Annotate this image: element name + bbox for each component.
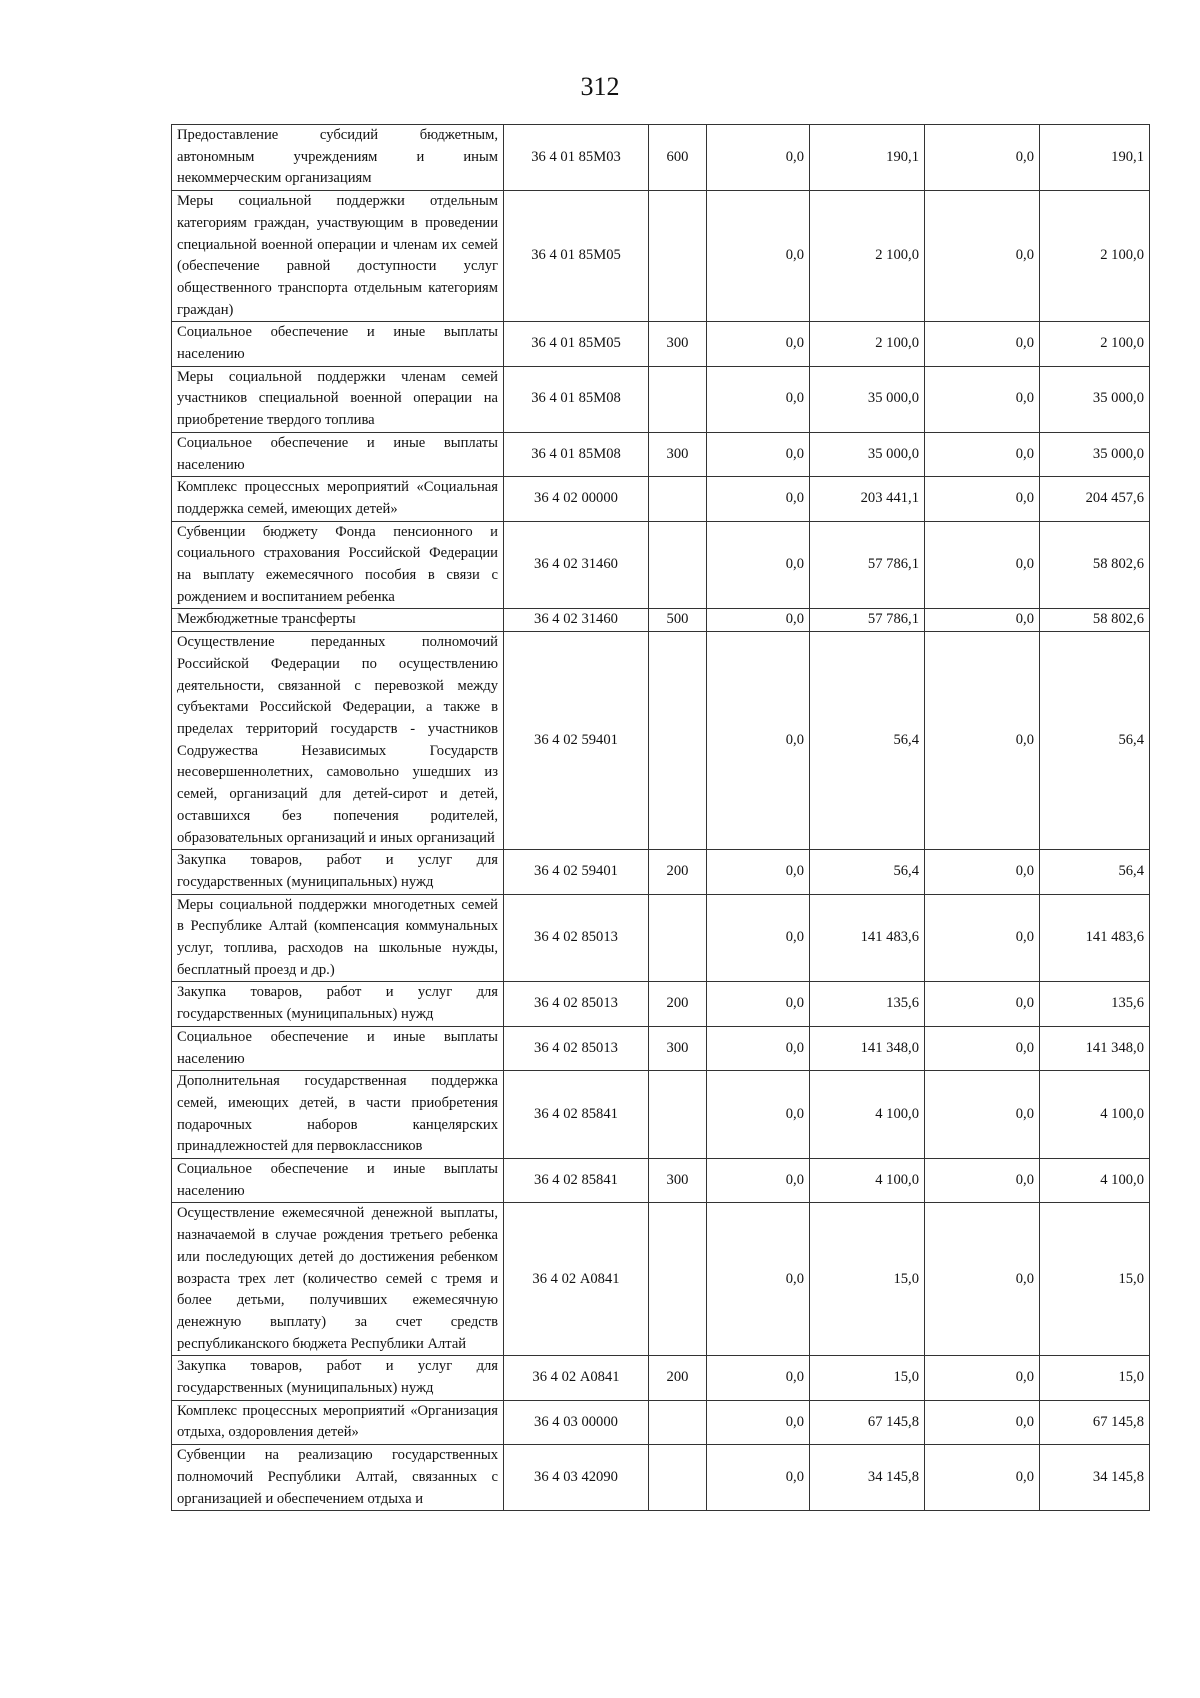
row-code: 36 4 02 85013 — [504, 1026, 649, 1070]
row-value-4: 35 000,0 — [1040, 432, 1150, 476]
row-code: 36 4 02 85013 — [504, 982, 649, 1026]
table-row — [172, 432, 1150, 476]
row-value-3: 0,0 — [925, 1400, 1040, 1444]
row-value-4: 141 483,6 — [1040, 894, 1150, 982]
table-row — [172, 1400, 1150, 1444]
row-code: 36 4 01 85М08 — [504, 366, 649, 432]
row-value-2: 190,1 — [810, 125, 925, 191]
row-value-1: 0,0 — [707, 1203, 810, 1356]
row-value-1: 0,0 — [707, 366, 810, 432]
row-name: Социальное обеспечение и иные выплаты населению — [172, 1026, 504, 1070]
row-value-2: 34 145,8 — [810, 1445, 925, 1511]
row-value-4: 15,0 — [1040, 1356, 1150, 1400]
row-value-2: 35 000,0 — [810, 432, 925, 476]
table-row — [172, 632, 1150, 850]
row-value-4: 34 145,8 — [1040, 1445, 1150, 1511]
row-value-2: 203 441,1 — [810, 477, 925, 521]
row-expense-type: 200 — [649, 850, 707, 894]
row-value-1: 0,0 — [707, 894, 810, 982]
row-value-1: 0,0 — [707, 432, 810, 476]
row-value-2: 67 145,8 — [810, 1400, 925, 1444]
row-name: Меры социальной поддержки многодетных семей в Республике Алтай (компенсация коммунальных услуг, топлива, расходов на школьные нужды, бесплатный проезд и др.) — [172, 894, 504, 982]
table-row — [172, 1026, 1150, 1070]
row-value-1: 0,0 — [707, 1026, 810, 1070]
row-value-3: 0,0 — [925, 366, 1040, 432]
row-value-2: 135,6 — [810, 982, 925, 1026]
row-value-4: 4 100,0 — [1040, 1159, 1150, 1203]
row-name: Закупка товаров, работ и услуг для государственных (муниципальных) нужд — [172, 850, 504, 894]
row-name: Меры социальной поддержки членам семей участников специальной военной операции на приобретение твердого топлива — [172, 366, 504, 432]
row-value-4: 2 100,0 — [1040, 322, 1150, 366]
row-expense-type — [649, 191, 707, 322]
row-value-4: 135,6 — [1040, 982, 1150, 1026]
page-number: 312 — [580, 72, 620, 101]
row-name: Комплекс процессных мероприятий «Организация отдыха, оздоровления детей» — [172, 1400, 504, 1444]
table-row — [172, 894, 1150, 982]
row-code: 36 4 03 00000 — [504, 1400, 649, 1444]
row-code: 36 4 02 59401 — [504, 850, 649, 894]
row-expense-type: 300 — [649, 432, 707, 476]
row-expense-type — [649, 1071, 707, 1159]
table-row — [172, 850, 1150, 894]
row-name: Меры социальной поддержки отдельным категориям граждан, участвующим в проведении специальной военной операции и членам их семей (обеспечение равной доступности услуг общественного транспорта отдельным категориям граждан) — [172, 191, 504, 322]
row-code: 36 4 02 31460 — [504, 521, 649, 609]
row-value-4: 190,1 — [1040, 125, 1150, 191]
row-code: 36 4 02 59401 — [504, 632, 649, 850]
table-row — [172, 366, 1150, 432]
row-value-3: 0,0 — [925, 1356, 1040, 1400]
row-value-4: 56,4 — [1040, 632, 1150, 850]
row-name: Осуществление ежемесячной денежной выплаты, назначаемой в случае рождения третьего ребенка или последующих детей до достижения ребенком возраста трех лет (количество семей с тремя и более детьми, получивших ежемесячную денежную выплату) за счет средств республиканского бюджета Республики Алтай — [172, 1203, 504, 1356]
row-value-1: 0,0 — [707, 1400, 810, 1444]
table-row — [172, 477, 1150, 521]
row-value-3: 0,0 — [925, 1026, 1040, 1070]
row-value-2: 57 786,1 — [810, 609, 925, 632]
row-name: Осуществление переданных полномочий Российской Федерации по осуществлению деятельности, связанной с перевозкой между субъектами Российской Федерации, а также в пределах территорий государств - участников Содружества Независимых Государств несовершеннолетних, самовольно ушедших из семей, организаций для детей-сирот и детей, оставшихся без попечения родителей, образовательных организаций и иных организаций — [172, 632, 504, 850]
row-value-1: 0,0 — [707, 1071, 810, 1159]
row-expense-type: 500 — [649, 609, 707, 632]
row-name: Социальное обеспечение и иные выплаты населению — [172, 322, 504, 366]
row-value-3: 0,0 — [925, 477, 1040, 521]
row-value-2: 141 483,6 — [810, 894, 925, 982]
row-value-4: 4 100,0 — [1040, 1071, 1150, 1159]
row-value-4: 35 000,0 — [1040, 366, 1150, 432]
row-code: 36 4 02 85841 — [504, 1159, 649, 1203]
row-value-3: 0,0 — [925, 850, 1040, 894]
row-value-3: 0,0 — [925, 125, 1040, 191]
row-value-3: 0,0 — [925, 322, 1040, 366]
row-value-3: 0,0 — [925, 609, 1040, 632]
row-expense-type — [649, 632, 707, 850]
row-name: Комплекс процессных мероприятий «Социальная поддержка семей, имеющих детей» — [172, 477, 504, 521]
row-value-2: 2 100,0 — [810, 191, 925, 322]
row-value-2: 4 100,0 — [810, 1159, 925, 1203]
row-value-2: 57 786,1 — [810, 521, 925, 609]
row-value-2: 2 100,0 — [810, 322, 925, 366]
row-value-2: 15,0 — [810, 1356, 925, 1400]
row-value-2: 141 348,0 — [810, 1026, 925, 1070]
row-code: 36 4 01 85М08 — [504, 432, 649, 476]
row-code: 36 4 02 85841 — [504, 1071, 649, 1159]
table-row — [172, 125, 1150, 191]
row-expense-type — [649, 477, 707, 521]
budget-table — [171, 124, 1150, 1511]
row-expense-type: 200 — [649, 1356, 707, 1400]
row-expense-type — [649, 1445, 707, 1511]
row-code: 36 4 01 85М05 — [504, 322, 649, 366]
row-value-1: 0,0 — [707, 1445, 810, 1511]
table-row — [172, 1203, 1150, 1356]
row-value-4: 141 348,0 — [1040, 1026, 1150, 1070]
row-value-4: 2 100,0 — [1040, 191, 1150, 322]
row-value-3: 0,0 — [925, 894, 1040, 982]
row-expense-type: 300 — [649, 1026, 707, 1070]
row-expense-type: 300 — [649, 322, 707, 366]
row-value-1: 0,0 — [707, 850, 810, 894]
row-value-1: 0,0 — [707, 632, 810, 850]
row-expense-type: 200 — [649, 982, 707, 1026]
row-code: 36 4 02 00000 — [504, 477, 649, 521]
row-expense-type — [649, 894, 707, 982]
row-value-1: 0,0 — [707, 982, 810, 1026]
row-value-1: 0,0 — [707, 1159, 810, 1203]
row-value-4: 67 145,8 — [1040, 1400, 1150, 1444]
row-name: Социальное обеспечение и иные выплаты населению — [172, 1159, 504, 1203]
row-code: 36 4 02 31460 — [504, 609, 649, 632]
row-name: Субвенции бюджету Фонда пенсионного и социального страхования Российской Федерации на выплату ежемесячного пособия в связи с рождением и воспитанием ребенка — [172, 521, 504, 609]
row-value-3: 0,0 — [925, 1071, 1040, 1159]
row-code: 36 4 02 85013 — [504, 894, 649, 982]
table-row — [172, 521, 1150, 609]
row-value-2: 56,4 — [810, 632, 925, 850]
row-value-1: 0,0 — [707, 322, 810, 366]
row-name: Дополнительная государственная поддержка семей, имеющих детей, в части приобретения подарочных наборов канцелярских принадлежностей для первоклассников — [172, 1071, 504, 1159]
row-value-4: 58 802,6 — [1040, 609, 1150, 632]
table-row — [172, 1159, 1150, 1203]
row-value-3: 0,0 — [925, 982, 1040, 1026]
row-name: Закупка товаров, работ и услуг для государственных (муниципальных) нужд — [172, 1356, 504, 1400]
row-value-3: 0,0 — [925, 1445, 1040, 1511]
row-name: Социальное обеспечение и иные выплаты населению — [172, 432, 504, 476]
row-value-2: 56,4 — [810, 850, 925, 894]
table-row — [172, 1356, 1150, 1400]
row-name: Субвенции на реализацию государственных полномочий Республики Алтай, связанных с организацией и обеспечением отдыха и — [172, 1445, 504, 1511]
row-value-1: 0,0 — [707, 521, 810, 609]
table-row — [172, 982, 1150, 1026]
row-value-2: 15,0 — [810, 1203, 925, 1356]
table-row — [172, 1445, 1150, 1511]
row-code: 36 4 02 А0841 — [504, 1356, 649, 1400]
row-value-3: 0,0 — [925, 1203, 1040, 1356]
row-value-3: 0,0 — [925, 632, 1040, 850]
table-row — [172, 1071, 1150, 1159]
row-value-1: 0,0 — [707, 125, 810, 191]
row-expense-type — [649, 521, 707, 609]
row-expense-type: 300 — [649, 1159, 707, 1203]
row-code: 36 4 02 А0841 — [504, 1203, 649, 1356]
row-value-3: 0,0 — [925, 1159, 1040, 1203]
row-expense-type — [649, 366, 707, 432]
row-expense-type: 600 — [649, 125, 707, 191]
row-value-1: 0,0 — [707, 1356, 810, 1400]
row-value-2: 35 000,0 — [810, 366, 925, 432]
row-value-4: 58 802,6 — [1040, 521, 1150, 609]
row-code: 36 4 03 42090 — [504, 1445, 649, 1511]
row-name: Межбюджетные трансферты — [172, 609, 504, 632]
table-row — [172, 609, 1150, 632]
row-value-4: 56,4 — [1040, 850, 1150, 894]
row-value-1: 0,0 — [707, 609, 810, 632]
row-value-4: 15,0 — [1040, 1203, 1150, 1356]
row-name: Предоставление субсидий бюджетным, автономным учреждениям и иным некоммерческим организациям — [172, 125, 504, 191]
row-name: Закупка товаров, работ и услуг для государственных (муниципальных) нужд — [172, 982, 504, 1026]
table-row — [172, 322, 1150, 366]
row-value-2: 4 100,0 — [810, 1071, 925, 1159]
row-value-3: 0,0 — [925, 521, 1040, 609]
row-value-1: 0,0 — [707, 191, 810, 322]
row-expense-type — [649, 1400, 707, 1444]
row-expense-type — [649, 1203, 707, 1356]
row-value-3: 0,0 — [925, 432, 1040, 476]
row-value-3: 0,0 — [925, 191, 1040, 322]
table-row — [172, 191, 1150, 322]
row-value-1: 0,0 — [707, 477, 810, 521]
row-code: 36 4 01 85М03 — [504, 125, 649, 191]
row-code: 36 4 01 85М05 — [504, 191, 649, 322]
row-value-4: 204 457,6 — [1040, 477, 1150, 521]
